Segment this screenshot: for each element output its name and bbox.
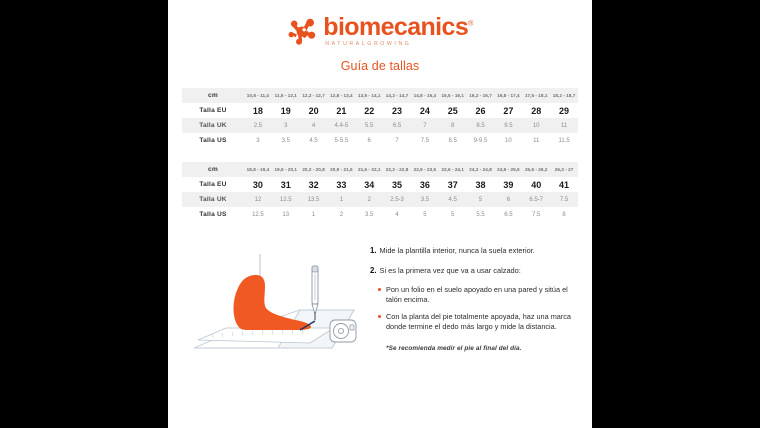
cell-us: 8 [550, 207, 578, 222]
cell-us: 5-5.5 [327, 133, 355, 148]
cell-us: 9-9.5 [467, 133, 495, 148]
list-item [386, 285, 578, 305]
cell-us: 3 [244, 133, 272, 148]
table-row [182, 133, 578, 148]
table-row [182, 88, 578, 103]
footnote: *Se recomienda medir el pie al final del día. [386, 345, 522, 353]
cell-cm: 15,5 - 16,1 [439, 88, 467, 103]
cell-cm: 21,6 - 22,1 [355, 162, 383, 177]
row-label: Talla EU [182, 177, 244, 192]
cell-cm: 16,2 - 16,7 [467, 88, 495, 103]
instruction-step-2 [370, 266, 578, 277]
brand-tagline: NATURALGROWING [325, 40, 412, 47]
cell-us: 7.5 [522, 207, 550, 222]
size-guide-sheet [168, 0, 592, 428]
cell-us: 12.5 [244, 207, 272, 222]
cell-uk: 2 [355, 192, 383, 207]
table-row [182, 192, 578, 207]
row-label: Talla UK [182, 192, 244, 207]
bullet-dot-icon [378, 288, 381, 291]
row-label: cm [182, 162, 244, 177]
cell-us: 6.5 [494, 207, 522, 222]
cell-eu: 22 [355, 103, 383, 118]
cell-cm: 13,5 - 14,1 [355, 88, 383, 103]
cell-uk: 3 [272, 118, 300, 133]
cell-eu: 18 [244, 103, 272, 118]
cell-cm: 25,6 - 26,2 [522, 162, 550, 177]
molecule-splat-icon [287, 16, 317, 46]
cell-eu: 27 [494, 103, 522, 118]
header [168, 0, 592, 73]
cell-cm: 24,9 - 25,5 [494, 162, 522, 177]
table-row [182, 118, 578, 133]
cell-cm: 12,2 - 12,7 [300, 88, 328, 103]
cell-uk: 12 [244, 192, 272, 207]
cell-cm: 26,3 - 27 [550, 162, 578, 177]
brand-wordmark-block [323, 12, 473, 47]
cell-cm: 19,5 - 20,1 [272, 162, 300, 177]
cell-uk: 6.5-7 [522, 192, 550, 207]
registered-mark: ® [468, 20, 473, 28]
cell-uk: 6.5 [383, 118, 411, 133]
cell-cm: 20,2 - 20,8 [300, 162, 328, 177]
cell-cm: 24,2 - 24,8 [467, 162, 495, 177]
row-label: cm [182, 88, 244, 103]
cell-uk: 4.4-5 [327, 118, 355, 133]
cell-uk: 3.5 [411, 192, 439, 207]
size-table-large [182, 162, 578, 222]
table-row [182, 162, 578, 177]
cell-eu: 31 [272, 177, 300, 192]
cell-uk: 12.5 [272, 192, 300, 207]
tape-measure [330, 320, 356, 342]
cell-cm: 22,9 - 23,5 [411, 162, 439, 177]
cell-us: 13 [272, 207, 300, 222]
cell-cm: 14,8 - 15,4 [411, 88, 439, 103]
cell-uk: 2.5-3 [383, 192, 411, 207]
cell-eu: 25 [439, 103, 467, 118]
size-table-large-block [182, 162, 578, 222]
cell-eu: 37 [439, 177, 467, 192]
cell-eu: 32 [300, 177, 328, 192]
cell-cm: 12,8 - 13,4 [327, 88, 355, 103]
cell-cm: 16,8 - 17,4 [494, 88, 522, 103]
cell-eu: 23 [383, 103, 411, 118]
cell-eu: 41 [550, 177, 578, 192]
cell-us: 5 [411, 207, 439, 222]
step-number: 1. [370, 246, 377, 255]
page-title: Guía de tallas [340, 59, 420, 73]
instruction-step-1 [370, 246, 578, 257]
cell-uk: 11 [550, 118, 578, 133]
foot-measuring-svg [182, 248, 362, 353]
cell-eu: 28 [522, 103, 550, 118]
size-table-small-block [182, 88, 578, 148]
row-label: Talla US [182, 207, 244, 222]
table-row [182, 103, 578, 118]
cell-cm: 14,2 - 14,7 [383, 88, 411, 103]
cell-cm: 23,6 - 24,1 [439, 162, 467, 177]
foot-silhouette [234, 275, 312, 330]
table-row [182, 207, 578, 222]
cell-eu: 20 [300, 103, 328, 118]
step-number: 2. [370, 265, 377, 275]
cell-uk: 7.5 [550, 192, 578, 207]
cell-cm: 18,8 - 19,4 [244, 162, 272, 177]
cell-uk: 5.5 [355, 118, 383, 133]
cell-us: 10 [494, 133, 522, 148]
cell-eu: 40 [522, 177, 550, 192]
brand-logo [168, 14, 592, 48]
cell-uk: 10 [522, 118, 550, 133]
row-label: Talla US [182, 133, 244, 148]
cell-eu: 36 [411, 177, 439, 192]
cell-uk: 5 [467, 192, 495, 207]
cell-eu: 35 [383, 177, 411, 192]
brand-name-text: biomecanics [323, 12, 469, 41]
cell-uk: 4.5 [439, 192, 467, 207]
bullet-text: Pon un folio en el suelo apoyado en una pared y sitúa el talón encima. [386, 285, 568, 305]
cell-us: 11.5 [550, 133, 578, 148]
cell-us: 3.5 [272, 133, 300, 148]
cell-eu: 38 [467, 177, 495, 192]
list-item [386, 312, 578, 332]
table-row [182, 177, 578, 192]
instructions-section [168, 244, 592, 353]
cell-us: 5 [439, 207, 467, 222]
cell-uk: 6 [494, 192, 522, 207]
cell-cm: 22,2 - 22,8 [383, 162, 411, 177]
cell-uk: 8.5 [467, 118, 495, 133]
instruction-steps [362, 244, 578, 353]
cell-us: 11 [522, 133, 550, 148]
cell-eu: 29 [550, 103, 578, 118]
cell-uk: 8 [439, 118, 467, 133]
cell-cm: 18,2 - 18,7 [550, 88, 578, 103]
cell-uk: 4 [300, 118, 328, 133]
cell-eu: 21 [327, 103, 355, 118]
row-label: Talla EU [182, 103, 244, 118]
cell-uk: 9.5 [494, 118, 522, 133]
cell-us: 7 [383, 133, 411, 148]
cell-eu: 39 [494, 177, 522, 192]
brand-wordmark [323, 12, 473, 41]
cell-eu: 30 [244, 177, 272, 192]
cell-uk: 13.5 [300, 192, 328, 207]
cell-us: 4.5 [300, 133, 328, 148]
cell-us: 8.5 [439, 133, 467, 148]
ruler [198, 328, 334, 343]
cell-eu: 24 [411, 103, 439, 118]
cell-us: 2 [327, 207, 355, 222]
step-text: Si es la primera vez que va a usar calzado: [379, 265, 521, 275]
cell-uk: 1 [327, 192, 355, 207]
cell-us: 3.5 [355, 207, 383, 222]
step-text: Mide la plantilla interior, nunca la suela exterior. [379, 246, 535, 255]
cell-us: 5.5 [467, 207, 495, 222]
cell-us: 1 [300, 207, 328, 222]
cell-us: 6 [355, 133, 383, 148]
cell-uk: 2.5 [244, 118, 272, 133]
bullet-dot-icon [378, 315, 381, 318]
cell-cm: 20,9 - 21,5 [327, 162, 355, 177]
cell-us: 7.5 [411, 133, 439, 148]
instruction-bullet-list [370, 285, 578, 332]
cell-cm: 10,8 - 11,4 [244, 88, 272, 103]
row-label: Talla UK [182, 118, 244, 133]
cell-cm: 17,5 - 18,1 [522, 88, 550, 103]
cell-eu: 33 [327, 177, 355, 192]
cell-eu: 19 [272, 103, 300, 118]
bullet-text: Con la planta del pie totalmente apoyada, haz una marca donde termine el dedo más largo y mide la distancia. [386, 312, 571, 332]
cell-cm: 11,5 - 12,1 [272, 88, 300, 103]
cell-eu: 34 [355, 177, 383, 192]
cell-eu: 26 [467, 103, 495, 118]
cell-us: 4 [383, 207, 411, 222]
foot-measuring-illustration [182, 244, 362, 353]
size-table-small [182, 88, 578, 148]
cell-uk: 7 [411, 118, 439, 133]
